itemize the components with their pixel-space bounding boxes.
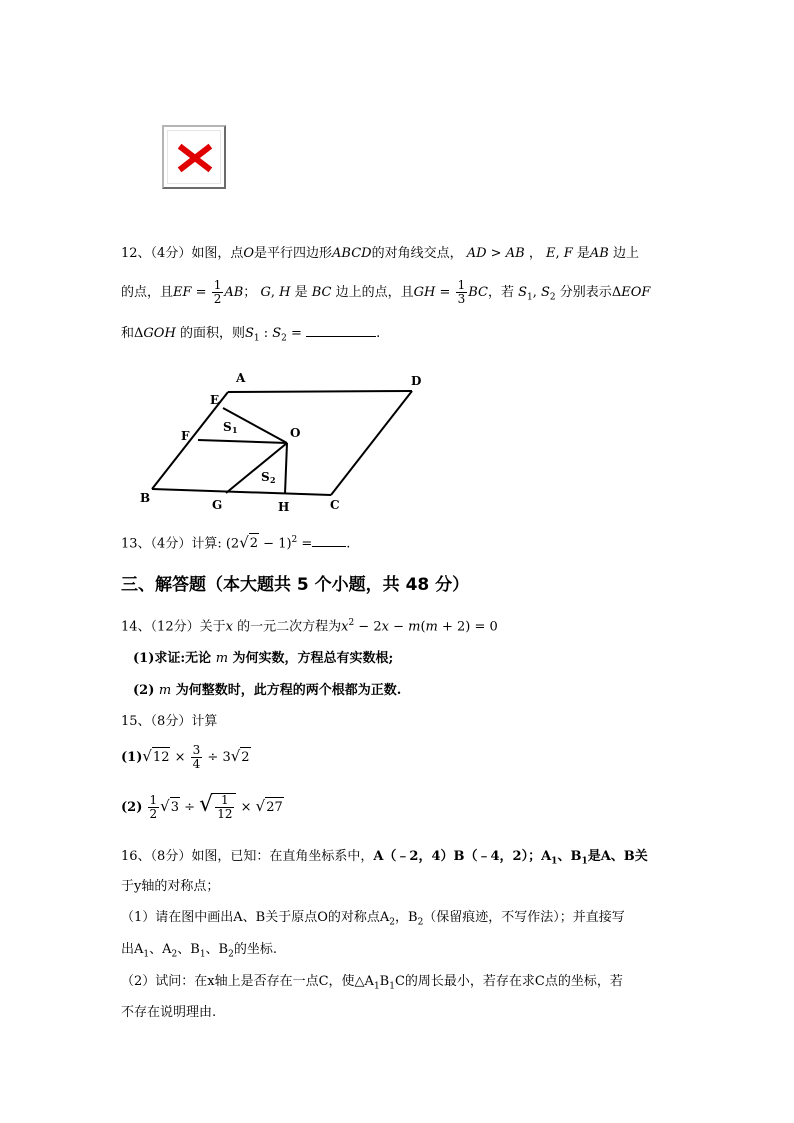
label-f: F — [181, 429, 190, 443]
segment-fo — [198, 440, 287, 443]
label-e: E — [210, 393, 220, 407]
q13-line: 13、（4分）计算: $(2√2 - 1)^2$ = . — [121, 530, 350, 554]
q14-part-1: (1)求证:无论 m 为何实数，方程总有实数根; — [133, 651, 394, 666]
label-s1-sub: 1 — [232, 425, 238, 435]
fraction-half: $\frac{1}{2}$ — [213, 278, 222, 306]
q12-line-1: 12、（4分）如图，点O是平行四边形ABCD的对角线交点， AD > AB ， E, F 是AB 边上 — [121, 246, 640, 261]
broken-image-icon — [178, 143, 212, 173]
fraction-third: $\frac{1}{3}$ — [457, 278, 466, 306]
edge-cb — [152, 489, 331, 495]
label-b: B — [140, 491, 151, 505]
label-s2: S — [261, 470, 270, 484]
edge-ad — [228, 391, 412, 392]
label-s2-sub: 2 — [270, 475, 276, 485]
q16-part-2: （2）试问：在x轴上是否存在一点C，使$\triangle A_1B_1C$的周长最小，若存在求C点的坐标，若 — [121, 974, 623, 992]
q15-part-1: (1)√12 × $\frac{3}{4}$ ÷ 3√2 — [121, 743, 250, 771]
label-a: A — [236, 371, 246, 385]
label-s1: S — [223, 420, 232, 434]
segment-go — [226, 443, 287, 493]
label-g: G — [212, 498, 223, 512]
q16-part-2-line-2: 不存在说明理由. — [121, 1005, 217, 1020]
q12-line-3: 和ΔGOH 的面积，则$S_1$ : $S_2$ = . — [121, 326, 381, 344]
q14-part-2: (2) m 为何整数时，此方程的两个根都为正数. — [133, 683, 402, 698]
segment-ho — [285, 443, 287, 494]
q16-line-2: 于y轴的对称点； — [121, 879, 220, 894]
parallelogram-figure — [130, 368, 430, 518]
q14-line: 14、（12分）关于x 的一元二次方程为$x^2 - 2x - m(m + 2) = 0$ — [121, 618, 498, 635]
answer-blank-q12[interactable] — [306, 336, 376, 337]
q15-part-2: (2) $\frac{1}{2}$ √3 ÷ √ $\frac{1}{12}$ × √27 — [121, 792, 283, 821]
label-o: O — [290, 426, 301, 440]
label-c: C — [330, 498, 340, 512]
answer-blank-q13[interactable] — [312, 546, 346, 547]
label-h: H — [278, 500, 290, 514]
section-3-heading: 三、解答题（本大题共 5 个小题，共 48 分） — [121, 575, 470, 595]
q16-part-1: （1）请在图中画出A、B关于原点O的对称点$A_2$，$B_2$（保留痕迹，不写作法）；并直接写 — [121, 910, 625, 928]
edge-dc — [331, 391, 412, 495]
label-d: D — [411, 374, 422, 388]
q15-line: 15、（8分）计算 — [121, 714, 218, 729]
q16-line-1: 16、（8分）如图，已知：在直角坐标系中，A（﹣2，4）B（﹣4，2）；$A_1$、$B_1$是A、B关 — [121, 849, 648, 867]
q12-line-2: 的点，且EF = $\frac{1}{2}$ AB； G, H 是 BC 边上的点，且GH = $\frac{1}{3}$ BC，若 $S_1$, $S_2$ 分别表示ΔEOF — [121, 278, 651, 306]
q16-part-1-line-2: 出$A_1$、$A_2$、$B_1$、$B_2$的坐标. — [121, 942, 277, 960]
broken-image-placeholder — [162, 125, 226, 189]
